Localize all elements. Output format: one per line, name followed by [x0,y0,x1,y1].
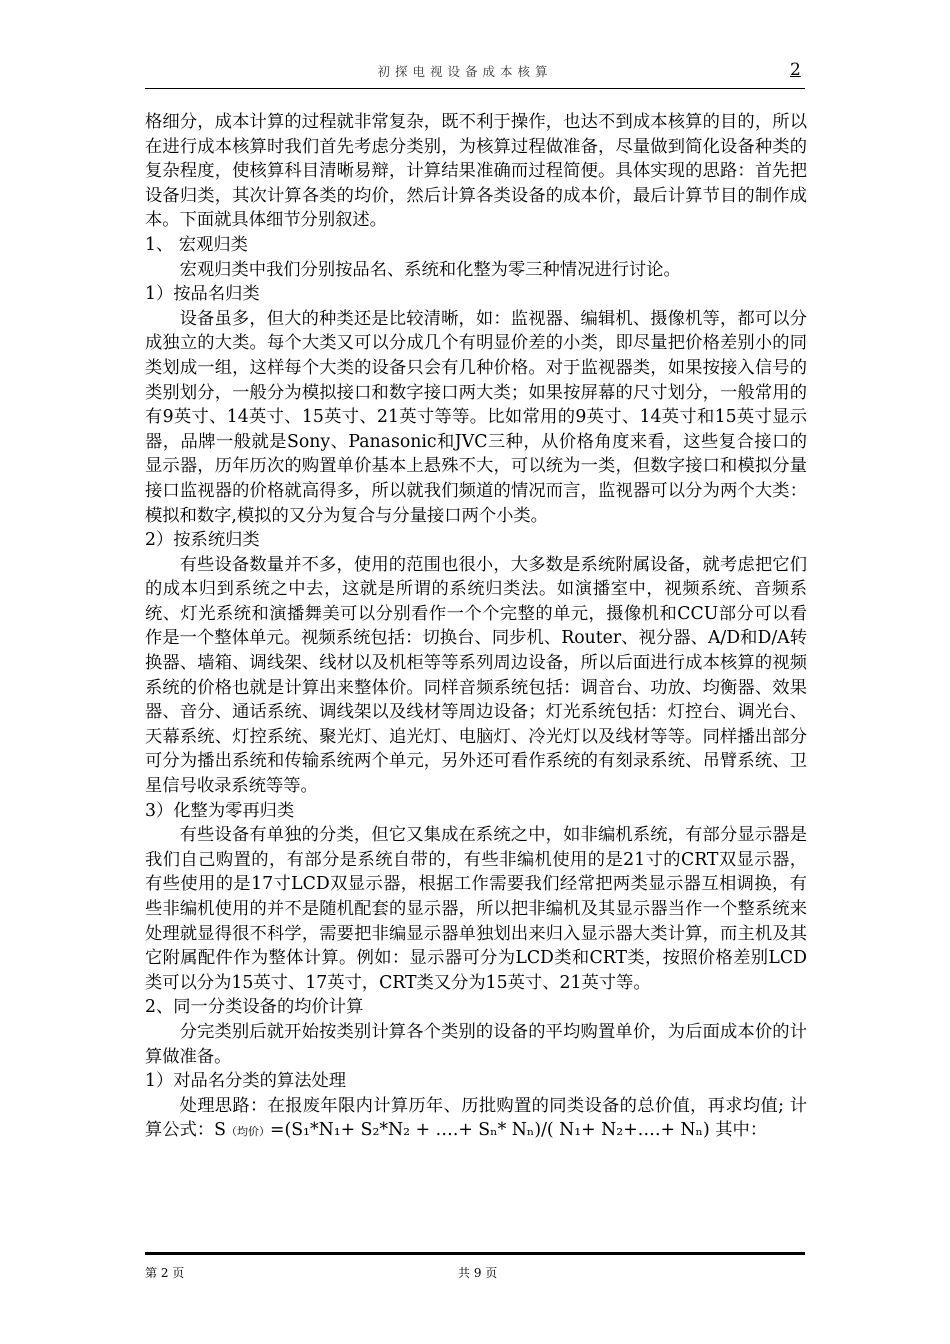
running-title: 初探电视设备成本核算 [377,64,553,79]
paragraph: 宏观归类中我们分别按品名、系统和化整为零三种情况进行讨论。 [179,259,681,280]
section-heading: 2、同一分类设备的均价计算 [145,997,364,1018]
footer-total-label: 共 9 页 [458,1266,498,1280]
formula-expression: =(S₁*N₁+ S₂*N₂ + ….+ Sₙ* Nₙ)/( N₁+ N₂+….+ Nₙ) 其中： [269,1120,768,1141]
section-heading: 1、 宏观归类 [145,234,248,255]
subsection-heading: 2）按系统归类 [145,530,260,551]
paragraph: 设备虽多，但大的种类还是比较清晰，如：监视器、编辑机、摄像机等，都可以分成独立的大类。每个大类又可以分成几个有明显价差的小类，即尽量把价格差别小的同类划成一组，这样每个大类的设备只会有几种价格。对于监视器类，如果按接入信号的类别划分，一般分为模拟接口和数字接口两大类；如果按屏幕的尺寸划分，一般常用的有9英寸、14英寸、15英寸、21英寸等等。比如常用的9英寸、14英寸和15英寸显示器，品牌一般就是Sony、Panasonic和JVC三种，从价格角度来看，这些复合接口的显示器，历年历次的购置单价基本上悬殊不大，可以统为一类，但数字接口和模拟分量接口监视器的价格就高得多，所以就我们频道的情况而言，监视器可以分为两个大类：模拟和数字,模拟的又分为复合与分量接口两个小类。 [145,308,807,526]
formula-subscript-label: （均价） [225,1125,270,1139]
subsection-heading: 1）对品名分类的算法处理 [145,1071,347,1092]
formula-lead: 处理思路：在报废年限内计算历年、历批购置的同类设备的总价值，再求均值; 计算公式：S [145,1095,807,1141]
formula-paragraph [145,1094,807,1145]
paragraph: 有些设备数量并不多，使用的范围也很小，大多数是系统附属设备，就考虑把它们的成本归到系统之中去，这就是所谓的系统归类法。如演播室中，视频系统、音频系统、灯光系统和演播舞美可以分别看作一个个完整的单元，摄像机和CCU部分可以看作是一个整体单元。视频系统包括：切换台、同步机、Router、视分器、A/D和D/A转换器、墙箱、调线架、线材以及机柜等等系列周边设备，所以后面进行成本核算的视频系统的价格也就是计算出来整体价。同样音频系统包括：调音台、功放、均衡器、效果器、音分、通话系统、调线架以及线材等周边设备；灯光系统包括：灯控台、调光台、天幕系统、灯控系统、聚光灯、追光灯、电脑灯、冷光灯以及线材等等。同样播出部分可分为播出系统和传输系统两个单元，另外还可看作系统的有刻录系统、吊臂系统、卫星信号收录系统等等。 [145,554,807,797]
body-text [145,110,807,1145]
header-page-number: 2 [790,60,801,80]
paragraph: 分完类别后就开始按类别计算各个类别的设备的平均购置单价，为后面成本价的计算做准备。 [145,1021,807,1067]
footer-divider [145,1252,805,1255]
subsection-heading: 1）按品名归类 [145,284,260,305]
header-divider [145,88,805,89]
subsection-heading: 3）化整为零再归类 [145,800,295,821]
paragraph: 格细分，成本计算的过程就非常复杂，既不利于操作，也达不到成本核算的目的，所以在进行成本核算时我们首先考虑分类别，为核算过程做准备，尽量做到简化设备种类的复杂程度，使核算科目清晰易辩，计算结果准确而过程简便。具体实现的思路：首先把设备归类，其次计算各类的均价，然后计算各类设备的成本价，最后计算节目的制作成本。下面就具体细节分别叙述。 [145,112,807,231]
footer-page-label: 第 2 页 [145,1266,185,1280]
paragraph: 有些设备有单独的分类，但它又集成在系统之中，如非编机系统，有部分显示器是我们自己购置的，有部分是系统自带的，有些非编机使用的是21寸的CRT双显示器，有些使用的是17寸LCD双显示器，根据工作需要我们经常把两类显示器互相调换，有些非编机使用的并不是随机配套的显示器，所以把非编机及其显示器当作一个整系统来处理就显得很不科学，需要把非编显示器单独划出来归入显示器大类计算，而主机及其它附属配件作为整体计算。例如：显示器可分为LCD类和CRT类，按照价格差别LCD类可以分为15英寸、17英寸，CRT类又分为15英寸、21英寸等。 [145,825,807,993]
